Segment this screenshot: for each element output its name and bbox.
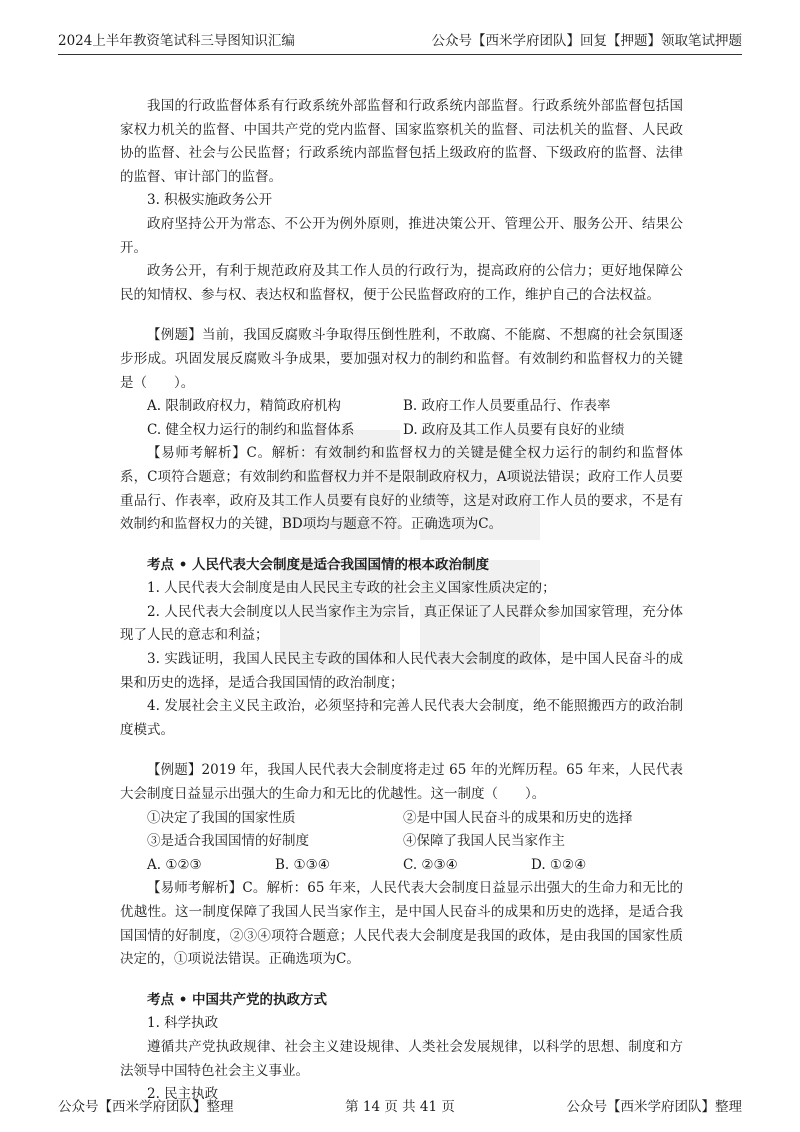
option-a: A. 限制政府权力，精简政府机构	[147, 398, 341, 415]
statement-3: ③是适合我国国情的好制度	[147, 833, 309, 850]
topic-1-point-4: 4. 发展社会主义民主政治，必须坚持和完善人民代表大会制度，绝不能照搬西方的政治制度模式。	[120, 698, 683, 738]
statement-1: ①决定了我国的国家性质	[147, 809, 296, 826]
page-number: 第 14 页 共 41 页	[345, 1099, 455, 1115]
header-divider	[58, 54, 742, 55]
topic-1-point-3: 3. 实践证明，我国人民民主专政的国体和人民代表大会制度的政体，是中国人民奋斗的成果和历史的选择，是适合我国国情的政治制度；	[120, 651, 683, 691]
example-2-statements-row-1	[120, 807, 683, 831]
topic-2-heading-scientific: 1. 科学执政	[147, 1015, 219, 1032]
topic-heading-party-governance: 考点 • 中国共产党的执政方式	[147, 991, 328, 1008]
topic-1-point-1: 1. 人民代表大会制度是由人民民主专政的社会主义国家性质决定的；	[147, 580, 556, 597]
example-question-1: 【例题】当前，我国反腐败斗争取得压倒性胜利，不敢腐、不能腐、不想腐的社会氛围逐步形成。巩固发展反腐败斗争成果，要加强对权力的制约和监督。有效制约和监督权力的关键是（ ）。	[120, 327, 683, 391]
option-d: D. 政府及其工作人员要有良好的业绩	[403, 421, 625, 438]
example-2-options	[120, 854, 683, 878]
option-d: D. ①②④	[531, 856, 587, 873]
option-a: A. ①②③	[147, 856, 202, 873]
footer-left-credit: 公众号【西米学府团队】整理	[58, 1099, 234, 1115]
example-1-options-row-1	[120, 395, 683, 419]
topic-1-point-2: 2. 人民代表大会制度以人民当家作主为宗旨，真正保证了人民群众参加国家管理，充分体现了人民的意志和利益；	[120, 603, 683, 644]
page-header	[58, 28, 742, 50]
topic-heading-npc-system: 考点 • 人民代表大会制度是适合我国国情的根本政治制度	[147, 556, 490, 573]
statement-2: ②是中国人民奋斗的成果和历史的选择	[403, 809, 633, 826]
option-c: C. 健全权力运行的制约和监督体系	[147, 421, 355, 438]
example-2-statements-row-2	[120, 830, 683, 854]
topic-2-paragraph-scientific: 遵循共产党执政规律、社会主义建设规律、人类社会发展规律，以科学的思想、制度和方法领导中国特色社会主义事业。	[120, 1038, 683, 1079]
paragraph-open-benefit: 政务公开，有利于规范政府及其工作人员的行政行为，提高政府的公信力；更好地保障公民的知情权、参与权、表达权和监督权，便于公民监督政府的工作，维护自己的合法权益。	[120, 263, 683, 303]
example-1-answer: 【易师考解析】C。解析：有效制约和监督权力的关键是健全权力运行的制约和监督体系，C项符合题意；有效制约和监督权力并不是限制政府权力，A项说法错误；政府工作人员要重品行、作表率，政府及其工作人员要有良好的业绩等，这是对政府工作人员的要求，不是有效制约和监督权力的关键，BD项均与题意不符。正确选项为C。	[120, 445, 683, 533]
option-b: B. 政府工作人员要重品行、作表率	[403, 398, 611, 415]
header-title: 2024上半年教资笔试科三导图知识汇编	[58, 33, 295, 49]
option-b: B. ①③④	[275, 856, 330, 873]
example-question-2: 【例题】2019 年，我国人民代表大会制度将走过 65 年的光辉历程。65 年来，人民代表大会制度日益显示出强大的生命力和无比的优越性。这一制度（ ）。	[120, 762, 683, 803]
statement-4: ④保障了我国人民当家作主	[403, 833, 565, 850]
example-2-answer: 【易师考解析】C。解析：65 年来，人民代表大会制度日益显示出强大的生命力和无比的优越性。这一制度保障了我国人民当家作主，是中国人民奋斗的成果和历史的选择，是适合我国国情的好制度，②③④项符合题意；人民代表大会制度是我国的政体，是由我国的国家性质决定的，①项说法错误。正确选项为C。	[120, 880, 683, 968]
section-heading-open-affairs: 3. 积极实施政务公开	[147, 192, 273, 209]
header-promo: 公众号【西米学府团队】回复【押题】领取笔试押题	[431, 33, 742, 49]
paragraph-supervision-system: 我国的行政监督体系有行政系统外部监督和行政系统内部监督。行政系统外部监督包括国家权力机关的监督、中国共产党的党内监督、国家监察机关的监督、司法机关的监督、人民政协的监督、社会与公民监督；行政系统内部监督包括上级政府的监督、下级政府的监督、法律的监督、审计部门的监督。	[120, 98, 683, 185]
option-c: C. ②③④	[403, 856, 458, 873]
example-1-options-row-2	[120, 419, 683, 443]
topic-2-heading-democratic: 2. 民主执政	[147, 1086, 219, 1103]
footer-right-credit: 公众号【西米学府团队】整理	[566, 1099, 742, 1115]
page-footer	[58, 1094, 742, 1116]
paragraph-open-principle: 政府坚持公开为常态、不公开为例外原则，推进决策公开、管理公开、服务公开、结果公开。	[120, 215, 683, 256]
page-content	[120, 95, 683, 1107]
